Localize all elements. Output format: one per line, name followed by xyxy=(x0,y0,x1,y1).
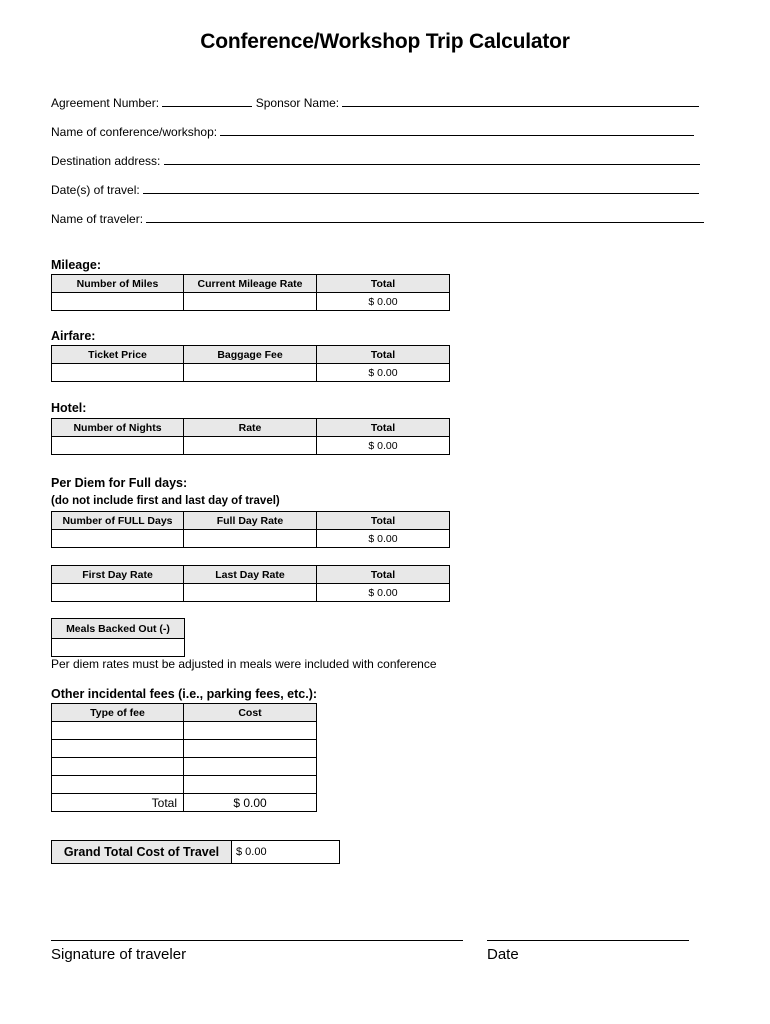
mileage-table xyxy=(51,274,450,311)
fee-type-input[interactable] xyxy=(52,740,184,758)
per-diem-header-days: Number of FULL Days xyxy=(52,512,184,530)
fee-cost-input[interactable] xyxy=(184,740,317,758)
last-day-rate-header: Last Day Rate xyxy=(184,566,317,584)
destination-row xyxy=(51,153,700,168)
date-label: Date xyxy=(487,946,519,963)
partial-day-total-header: Total xyxy=(317,566,450,584)
other-fees-table xyxy=(51,703,317,812)
mileage-total-value: $ 0.00 xyxy=(317,293,450,311)
fee-type-input[interactable] xyxy=(52,776,184,794)
signature-label: Signature of traveler xyxy=(51,946,187,963)
hotel-rate-input[interactable] xyxy=(184,437,317,455)
mileage-miles-input[interactable] xyxy=(52,293,184,311)
airfare-baggage-input[interactable] xyxy=(184,364,317,382)
last-day-rate-input[interactable] xyxy=(184,584,317,602)
other-fees-header-type: Type of fee xyxy=(52,704,184,722)
grand-total-value: $ 0.00 xyxy=(232,841,340,864)
agreement-sponsor-row xyxy=(51,95,699,110)
first-day-rate-header: First Day Rate xyxy=(52,566,184,584)
fee-cost-input[interactable] xyxy=(184,776,317,794)
grand-total-table xyxy=(51,840,340,864)
per-diem-days-input[interactable] xyxy=(52,530,184,548)
sponsor-name-label: Sponsor Name: xyxy=(255,96,340,110)
other-fees-total-value: $ 0.00 xyxy=(184,794,317,812)
conference-name-field[interactable] xyxy=(220,124,694,136)
mileage-header-rate: Current Mileage Rate xyxy=(184,275,317,293)
mileage-header-miles: Number of Miles xyxy=(52,275,184,293)
table-row xyxy=(52,740,317,758)
airfare-table xyxy=(51,345,450,382)
sponsor-name-field[interactable] xyxy=(342,95,699,107)
signature-line[interactable] xyxy=(51,940,463,941)
page-title: Conference/Workshop Trip Calculator xyxy=(200,30,570,53)
hotel-header-total: Total xyxy=(317,419,450,437)
airfare-label: Airfare: xyxy=(51,329,96,343)
traveler-row xyxy=(51,211,704,226)
per-diem-header-total: Total xyxy=(317,512,450,530)
per-diem-rate-input[interactable] xyxy=(184,530,317,548)
table-row xyxy=(52,758,317,776)
dates-field[interactable] xyxy=(143,182,699,194)
per-diem-total-value: $ 0.00 xyxy=(317,530,450,548)
dates-row xyxy=(51,182,699,197)
other-fees-total-label: Total xyxy=(52,794,184,812)
per-diem-note: Per diem rates must be adjusted in meals were included with conference xyxy=(51,657,437,671)
fee-cost-input[interactable] xyxy=(184,758,317,776)
traveler-field[interactable] xyxy=(146,211,704,223)
fee-cost-input[interactable] xyxy=(184,722,317,740)
hotel-table xyxy=(51,418,450,455)
per-diem-sublabel: (do not include first and last day of travel) xyxy=(51,495,280,507)
airfare-header-ticket: Ticket Price xyxy=(52,346,184,364)
table-row xyxy=(52,776,317,794)
hotel-header-nights: Number of Nights xyxy=(52,419,184,437)
traveler-label: Name of traveler: xyxy=(51,212,144,226)
fee-type-input[interactable] xyxy=(52,722,184,740)
per-diem-table xyxy=(51,511,450,548)
meals-backed-out-table xyxy=(51,618,185,657)
mileage-rate-input[interactable] xyxy=(184,293,317,311)
first-day-rate-input[interactable] xyxy=(52,584,184,602)
destination-label: Destination address: xyxy=(51,154,161,168)
conference-name-label: Name of conference/workshop: xyxy=(51,125,218,139)
table-row xyxy=(52,722,317,740)
hotel-label: Hotel: xyxy=(51,401,87,415)
agreement-number-label: Agreement Number: xyxy=(51,96,160,110)
hotel-total-value: $ 0.00 xyxy=(317,437,450,455)
partial-day-total-value: $ 0.00 xyxy=(317,584,450,602)
meals-backed-out-input[interactable] xyxy=(52,639,185,657)
hotel-nights-input[interactable] xyxy=(52,437,184,455)
agreement-number-field[interactable] xyxy=(162,95,252,107)
airfare-ticket-input[interactable] xyxy=(52,364,184,382)
fee-type-input[interactable] xyxy=(52,758,184,776)
destination-field[interactable] xyxy=(164,153,700,165)
grand-total-label: Grand Total Cost of Travel xyxy=(52,841,232,864)
per-diem-label: Per Diem for Full days: xyxy=(51,476,188,490)
mileage-header-total: Total xyxy=(317,275,450,293)
airfare-header-total: Total xyxy=(317,346,450,364)
airfare-header-baggage: Baggage Fee xyxy=(184,346,317,364)
conference-name-row xyxy=(51,124,694,139)
hotel-header-rate: Rate xyxy=(184,419,317,437)
mileage-label: Mileage: xyxy=(51,258,102,272)
other-fees-label: Other incidental fees (i.e., parking fees, etc.): xyxy=(51,687,318,701)
date-line[interactable] xyxy=(487,940,689,941)
partial-day-table xyxy=(51,565,450,602)
dates-label: Date(s) of travel: xyxy=(51,183,140,197)
meals-backed-out-header: Meals Backed Out (-) xyxy=(52,619,185,639)
airfare-total-value: $ 0.00 xyxy=(317,364,450,382)
per-diem-header-rate: Full Day Rate xyxy=(184,512,317,530)
other-fees-header-cost: Cost xyxy=(184,704,317,722)
